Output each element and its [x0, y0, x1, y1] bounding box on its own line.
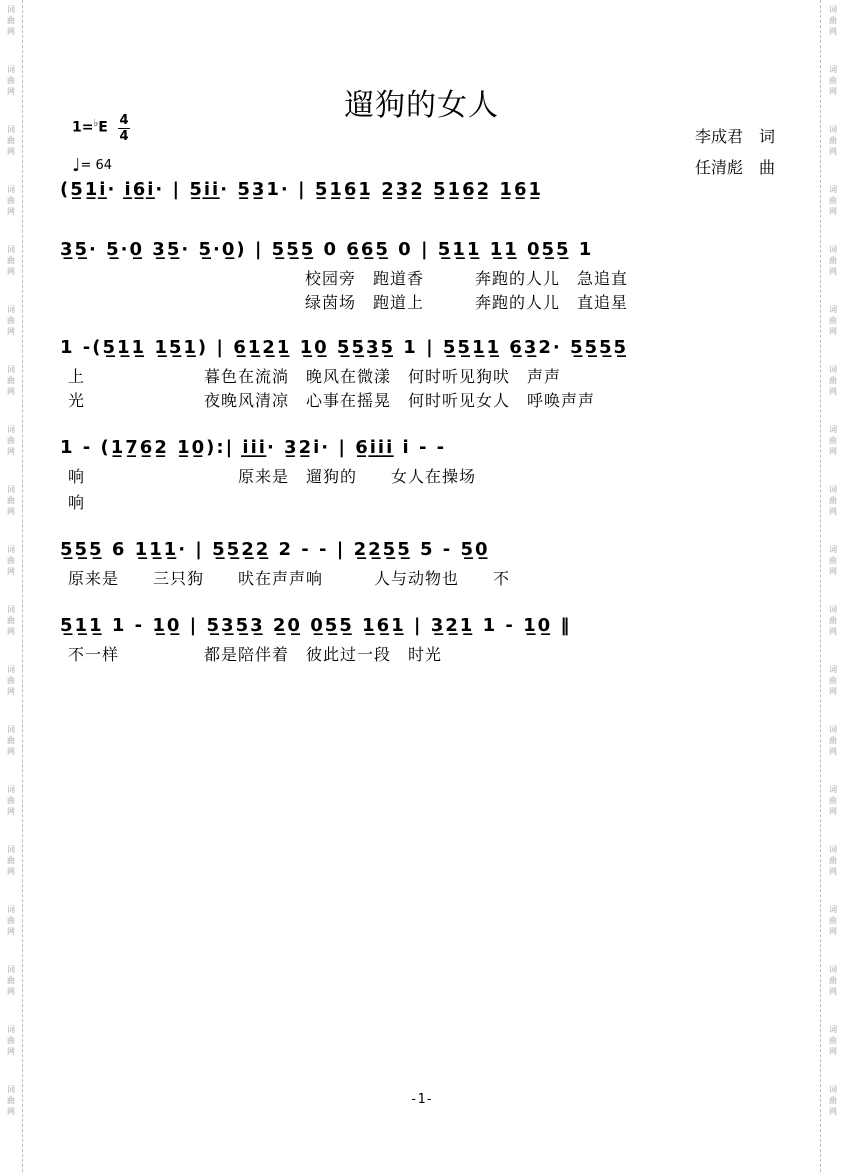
lyrics-verse-1: 不一样 都是陪伴着 彼此过一段 时光 [68, 645, 443, 664]
watermark-char: 网 [829, 267, 837, 276]
watermark-char: 曲 [829, 916, 837, 925]
watermark-char: 网 [829, 687, 837, 696]
watermark-char: 词 [829, 185, 837, 194]
watermark-char: 词 [829, 245, 837, 254]
watermark-stamp [3, 724, 19, 757]
watermark-stamp [3, 544, 19, 577]
watermark-char: 网 [7, 1047, 15, 1056]
watermark-char: 网 [7, 1107, 15, 1116]
watermark-char: 曲 [829, 976, 837, 985]
notation-line: 1 - (1̲7̲6̲2̲ 1̲0̲):| i̲i̲i̲· 3̲2̲i· | 6̲i̲i̲i̲ i - - [60, 437, 447, 458]
watermark-char: 曲 [829, 616, 837, 625]
notation-line: 1 -(5̲1̲1̲ 1̲5̲1̲) | 6̲1̲2̲1̲ 1̲0̲ 5̲5̲3̲5̲ 1 | 5̲5̲1̲1̲ 6̲3̲2· 5̲5̲5̲5̲ [60, 337, 629, 358]
watermark-stamp [3, 904, 19, 937]
notation-line: (5̲1̲i̲· i̲6̲i̲· | 5̲i̲i̲· 5̲3̲1· | 5̲1̲6̲1̲ 2̲3̲2̲ 5̲1̲6̲2̲ 1̲6̲1̲ [60, 179, 543, 200]
flat-sign: ♭ [93, 118, 99, 129]
watermark-char: 词 [7, 605, 15, 614]
lyrics-verse-1: 上 暮色在流淌 晚风在微漾 何时听见狗吠 声声 [68, 367, 562, 386]
watermark-char: 词 [829, 305, 837, 314]
watermark-char: 网 [7, 387, 15, 396]
watermark-char: 曲 [7, 256, 15, 265]
watermark-char: 网 [829, 147, 837, 156]
notation-line: 5̲5̲5̲ 6 1̲1̲1̲· | 5̲5̲2̲2̲ 2 - - | 2̲2̲5̲5̲ 5 - 5̲0̲ [60, 539, 490, 560]
page-number: -1- [409, 1092, 434, 1107]
watermark-stamp [825, 1024, 841, 1057]
watermark-stamp [825, 4, 841, 37]
time-top: 4 [119, 113, 129, 128]
lyrics-verse-2: 响 [68, 493, 86, 512]
watermark-stamp [3, 124, 19, 157]
watermark-stamp [3, 484, 19, 517]
watermark-stamp [825, 364, 841, 397]
watermark-stamp [3, 1024, 19, 1057]
watermark-stamp [825, 664, 841, 697]
watermark-char: 曲 [7, 676, 15, 685]
watermark-char: 网 [7, 867, 15, 876]
watermark-char: 网 [7, 267, 15, 276]
watermark-char: 词 [7, 905, 15, 914]
watermark-char: 词 [829, 545, 837, 554]
watermark-char: 网 [829, 327, 837, 336]
watermark-char: 词 [7, 65, 15, 74]
watermark-char: 曲 [829, 76, 837, 85]
composer-credit: 任清彪 曲 [694, 158, 775, 177]
watermark-char: 词 [829, 725, 837, 734]
watermark-stamp [3, 784, 19, 817]
watermark-char: 曲 [829, 1036, 837, 1045]
watermark-char: 词 [829, 125, 837, 134]
watermark-stamp [825, 844, 841, 877]
watermark-char: 曲 [7, 616, 15, 625]
lyricist-credit: 李成君 词 [694, 127, 775, 146]
watermark-stamp [825, 484, 841, 517]
watermark-char: 词 [7, 185, 15, 194]
watermark-char: 曲 [7, 136, 15, 145]
watermark-char: 曲 [829, 796, 837, 805]
watermark-char: 网 [829, 87, 837, 96]
watermark-char: 词 [7, 125, 15, 134]
watermark-char: 词 [829, 65, 837, 74]
lyrics-verse-1: 响 原来是 遛狗的 女人在操场 [68, 467, 477, 486]
watermark-char: 词 [7, 425, 15, 434]
watermark-char: 词 [829, 425, 837, 434]
watermark-char: 词 [829, 845, 837, 854]
watermark-char: 词 [7, 305, 15, 314]
right-watermark-strip [820, 0, 843, 1172]
lyrics-verse-2: 光 夜晚风清凉 心事在摇晃 何时听见女人 呼唤声声 [68, 391, 596, 410]
watermark-char: 网 [7, 747, 15, 756]
watermark-stamp [3, 844, 19, 877]
watermark-char: 网 [7, 447, 15, 456]
watermark-char: 网 [7, 927, 15, 936]
watermark-char: 网 [7, 87, 15, 96]
watermark-char: 曲 [7, 796, 15, 805]
watermark-char: 曲 [7, 76, 15, 85]
watermark-stamp [825, 724, 841, 757]
notation-line: 3̲5̲· 5̲·0̲ 3̲5̲· 5̲·0̲) | 5̲5̲5̲ 0 6̲6̲5̲ 0 | 5̲1̲1̲ 1̲1̲ 0̲5̲5̲ 1 [60, 239, 594, 260]
watermark-char: 网 [7, 327, 15, 336]
watermark-char: 曲 [829, 136, 837, 145]
watermark-char: 曲 [7, 856, 15, 865]
watermark-stamp [825, 904, 841, 937]
watermark-char: 曲 [829, 1096, 837, 1105]
watermark-stamp [825, 124, 841, 157]
watermark-stamp [3, 184, 19, 217]
watermark-char: 曲 [829, 436, 837, 445]
watermark-char: 词 [7, 5, 15, 14]
watermark-char: 曲 [7, 736, 15, 745]
watermark-stamp [3, 424, 19, 457]
time-signature [118, 114, 130, 143]
watermark-char: 曲 [7, 916, 15, 925]
watermark-char: 网 [7, 687, 15, 696]
watermark-char: 曲 [7, 316, 15, 325]
watermark-char: 网 [7, 567, 15, 576]
watermark-char: 词 [7, 965, 15, 974]
watermark-char: 网 [829, 567, 837, 576]
song-title: 遛狗的女人 [344, 88, 499, 123]
watermark-char: 网 [7, 507, 15, 516]
notation-line: 5̲1̲1̲ 1 - 1̲0̲ | 5̲3̲5̲3̲ 2̲0̲ 0̲5̲5̲ 1̲6̲1̲ | 3̲2̲1̲ 1 - 1̲0̲ ‖ [60, 615, 572, 636]
watermark-char: 词 [829, 365, 837, 374]
watermark-char: 网 [829, 207, 837, 216]
watermark-char: 曲 [7, 196, 15, 205]
watermark-char: 曲 [7, 556, 15, 565]
watermark-char: 词 [829, 905, 837, 914]
watermark-char: 曲 [7, 1036, 15, 1045]
lyrics-verse-2: 绿茵场 跑道上 奔跑的人儿 直追星 [305, 293, 629, 312]
watermark-char: 网 [7, 807, 15, 816]
watermark-char: 词 [829, 485, 837, 494]
watermark-stamp [3, 964, 19, 997]
watermark-char: 词 [7, 545, 15, 554]
watermark-char: 词 [829, 665, 837, 674]
watermark-char: 网 [829, 627, 837, 636]
watermark-char: 曲 [7, 1096, 15, 1105]
watermark-stamp [3, 4, 19, 37]
watermark-stamp [825, 424, 841, 457]
watermark-stamp [825, 304, 841, 337]
watermark-char: 曲 [829, 16, 837, 25]
watermark-char: 词 [7, 725, 15, 734]
watermark-char: 曲 [829, 556, 837, 565]
lyrics-verse-1: 原来是 三只狗 吠在声声响 人与动物也 不 [68, 569, 511, 588]
key-prefix: 1= [72, 119, 94, 136]
watermark-stamp [3, 364, 19, 397]
watermark-char: 曲 [829, 676, 837, 685]
watermark-char: 曲 [829, 736, 837, 745]
watermark-char: 词 [7, 365, 15, 374]
watermark-char: 网 [7, 627, 15, 636]
watermark-stamp [3, 304, 19, 337]
watermark-char: 网 [829, 747, 837, 756]
watermark-char: 词 [829, 1085, 837, 1094]
watermark-stamp [3, 664, 19, 697]
watermark-char: 网 [829, 1107, 837, 1116]
watermark-stamp [825, 544, 841, 577]
watermark-char: 网 [829, 867, 837, 876]
watermark-char: 词 [7, 485, 15, 494]
watermark-char: 网 [7, 147, 15, 156]
watermark-char: 曲 [829, 256, 837, 265]
watermark-stamp [825, 244, 841, 277]
watermark-char: 曲 [829, 196, 837, 205]
watermark-char: 网 [829, 447, 837, 456]
watermark-char: 曲 [829, 496, 837, 505]
watermark-char: 网 [829, 987, 837, 996]
watermark-stamp [825, 604, 841, 637]
watermark-char: 词 [7, 845, 15, 854]
watermark-char: 网 [7, 207, 15, 216]
watermark-char: 词 [7, 1025, 15, 1034]
tempo-mark [72, 155, 112, 176]
watermark-char: 词 [829, 605, 837, 614]
watermark-char: 曲 [7, 976, 15, 985]
watermark-stamp [825, 184, 841, 217]
watermark-char: 词 [7, 785, 15, 794]
watermark-char: 词 [7, 665, 15, 674]
watermark-stamp [825, 784, 841, 817]
watermark-char: 词 [829, 1025, 837, 1034]
quarter-note-icon: ♩ [72, 155, 81, 176]
watermark-char: 网 [829, 27, 837, 36]
watermark-stamp [3, 604, 19, 637]
watermark-char: 网 [7, 987, 15, 996]
watermark-stamp [3, 244, 19, 277]
watermark-char: 曲 [7, 436, 15, 445]
watermark-char: 词 [7, 1085, 15, 1094]
watermark-char: 网 [829, 507, 837, 516]
watermark-char: 曲 [829, 316, 837, 325]
watermark-char: 词 [829, 785, 837, 794]
watermark-char: 词 [829, 965, 837, 974]
lyrics-verse-1: 校园旁 跑道香 奔跑的人儿 急追直 [305, 269, 629, 288]
watermark-char: 曲 [829, 856, 837, 865]
watermark-char: 网 [829, 1047, 837, 1056]
left-watermark-strip [0, 0, 23, 1172]
watermark-char: 网 [7, 27, 15, 36]
watermark-char: 曲 [7, 496, 15, 505]
watermark-char: 曲 [7, 16, 15, 25]
watermark-char: 词 [7, 245, 15, 254]
time-bottom: 4 [119, 129, 129, 144]
key-signature [72, 118, 108, 136]
watermark-char: 网 [829, 807, 837, 816]
watermark-char: 词 [829, 5, 837, 14]
watermark-char: 曲 [7, 376, 15, 385]
tempo-value: = 64 [80, 158, 113, 173]
key-note: E [98, 119, 108, 136]
watermark-char: 网 [829, 927, 837, 936]
watermark-char: 网 [829, 387, 837, 396]
watermark-char: 曲 [829, 376, 837, 385]
watermark-stamp [825, 964, 841, 997]
